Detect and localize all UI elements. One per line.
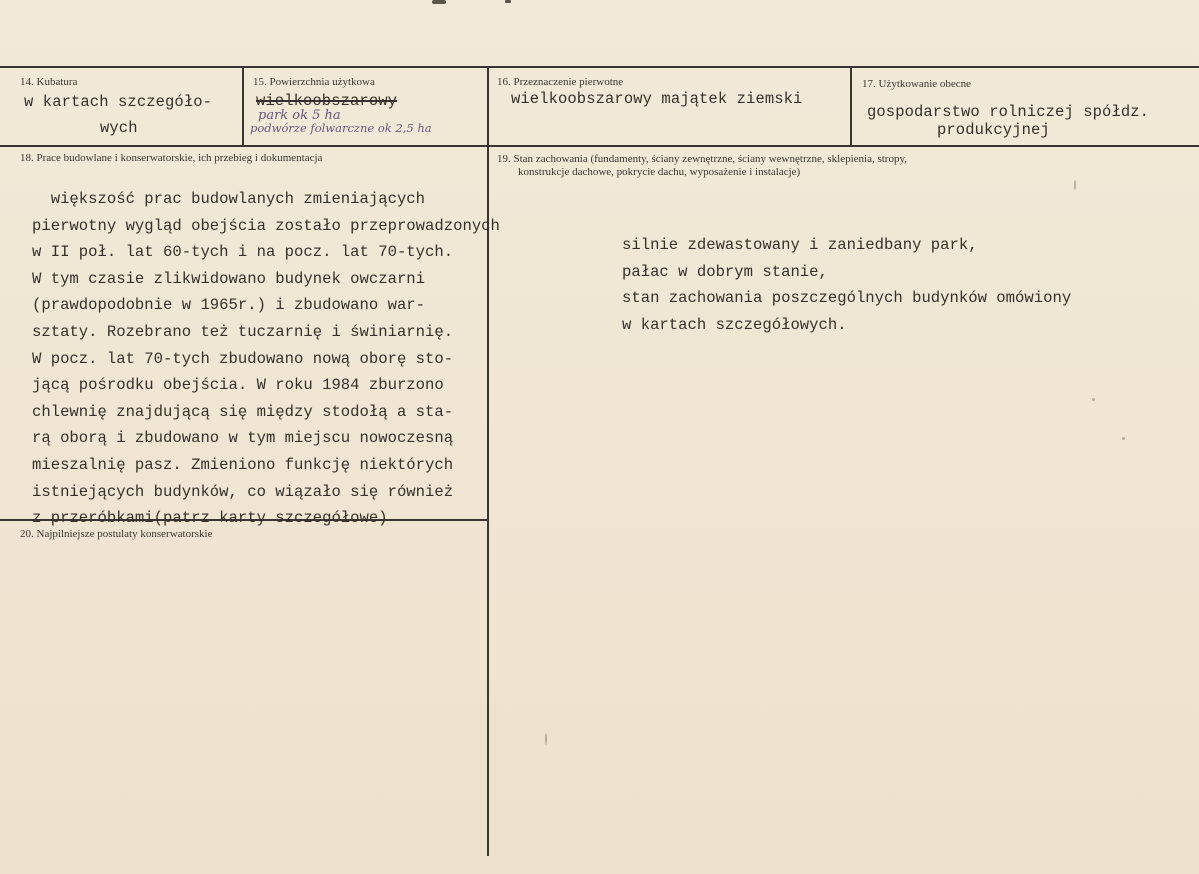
field-18-line: sztaty. Rozebrano też tuczarnię i świniarnię. — [32, 322, 454, 341]
field-19-label-line-1: 19. Stan zachowania (fundamenty, ściany zewnętrzne, ściany wewnętrzne, sklepienia, stropy, — [497, 153, 908, 165]
field-18-line: większość prac budowlanych zmieniających — [32, 190, 426, 208]
field-15-label: 15. Powierzchnia użytkowa — [253, 76, 375, 88]
field-14-label: 14. Kubatura — [20, 76, 78, 88]
field-18-label: 18. Prace budowlane i konserwatorskie, ich przebieg i dokumentacja — [20, 152, 323, 164]
field-19-body — [622, 232, 1071, 338]
field-18-line: pierwotny wygląd obejścia zostało przeprowadzonych — [32, 216, 500, 235]
field-18-line: z przeróbkami(patrz karty szczegółowe) — [32, 509, 388, 528]
paper-speck — [1122, 437, 1125, 440]
paper-speck — [1092, 398, 1095, 401]
field-17-value-line-1: gospodarstwo rolniczej spółdz. — [867, 103, 1150, 121]
field-18-line: rą oborą i zbudowano w tym miejscu nowoczesną — [32, 429, 454, 448]
paper-speck — [432, 0, 446, 4]
header-bottom-rule — [0, 145, 1199, 147]
field-18-line: istniejących budynków, co wiązało się również — [32, 482, 454, 501]
field-18-line: (prawdopodobnie w 1965r.) i zbudowano war- — [32, 296, 426, 315]
field-17-value-line-2: produkcyjnej — [937, 121, 1050, 139]
field-16-label: 16. Przeznaczenie pierwotne — [497, 76, 624, 88]
field-19-line: stan zachowania poszczególnych budynków omówiony — [622, 289, 1072, 308]
field-20-label: 20. Najpilniejsze postulaty konserwatorskie — [20, 528, 213, 540]
top-rule — [0, 66, 1199, 68]
field-18-line: w II poł. lat 60-tych i na pocz. lat 70-tych. — [32, 243, 454, 262]
field-15-struck-value: wielkoobszarowy — [256, 92, 398, 110]
field-14-value-line-2: wych — [100, 119, 138, 137]
field-18-line: jącą pośrodku obejścia. W roku 1984 zburzono — [32, 376, 444, 395]
field-18-line: W pocz. lat 70-tych zbudowano nową oborę sto- — [32, 349, 454, 368]
divider-14-15 — [242, 66, 244, 146]
field-18-body — [32, 186, 500, 532]
field-18-line: chlewnię znajdującą się między stodołą a sta- — [32, 402, 454, 421]
field-16-value: wielkoobszarowy majątek ziemski — [511, 90, 803, 108]
field-18-line: mieszalnię pasz. Zmieniono funkcję niektórych — [32, 455, 454, 474]
paper-speck — [1074, 180, 1076, 190]
field-14-value-line-1: w kartach szczegóło- — [24, 93, 213, 111]
paper-speck — [545, 733, 547, 745]
field-19-line: w kartach szczegółowych. — [622, 315, 847, 334]
field-15-handwritten-line-2: podwórze folwarczne ok 2,5 ha — [250, 121, 432, 135]
paper-speck — [505, 0, 511, 3]
field-15-handwritten-line-1: park ok 5 ha — [258, 108, 341, 123]
field-19-label-line-2: konstrukcje dachowe, pokrycie dachu, wyposażenie i instalacje) — [518, 166, 801, 178]
divider-16-17 — [850, 66, 852, 146]
field-19-line: silnie zdewastowany i zaniedbany park, — [622, 236, 978, 254]
field-17-label: 17. Użytkowanie obecne — [862, 78, 972, 90]
field-18-line: W tym czasie zlikwidowano budynek owczarni — [32, 269, 426, 288]
field-19-line: pałac w dobrym stanie, — [622, 262, 828, 281]
